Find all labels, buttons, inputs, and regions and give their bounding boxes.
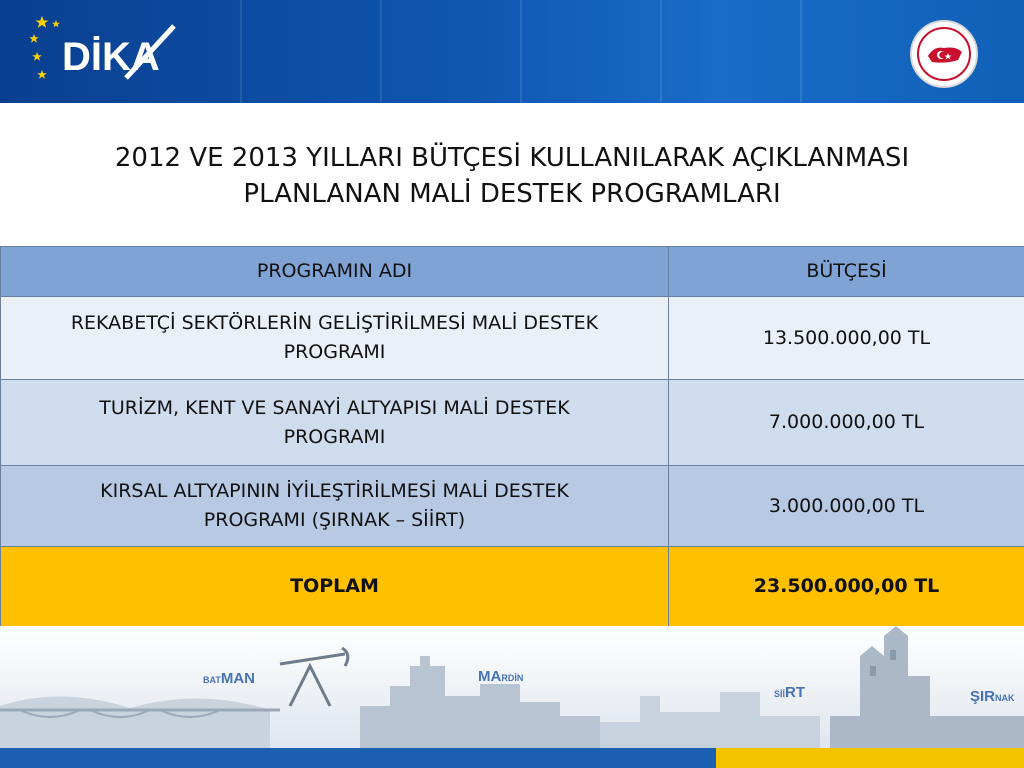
city-label-part: ŞIR: [970, 688, 996, 705]
page-title: [40, 140, 984, 212]
city-label-siirt: [774, 684, 805, 702]
program-name-cell: [1, 380, 669, 466]
title-line-1: 2012 VE 2013 YILLARI BÜTÇESİ KULLANILARAK AÇIKLANMASI: [114, 143, 910, 173]
program-name-cell: [1, 297, 669, 380]
budget-table: [0, 246, 1024, 627]
header-stripe: [240, 0, 242, 103]
header-budget: BÜTÇESİ: [669, 247, 1024, 297]
footer-yellow-band: [716, 748, 1024, 768]
program-name-line: TURİZM, KENT VE SANAYİ ALTYAPISI MALİ DESTEK: [99, 396, 570, 419]
budget-cell: 13.500.000,00 TL: [669, 297, 1024, 380]
program-name-line: PROGRAMI: [283, 425, 386, 448]
table-row: [1, 297, 1024, 380]
city-label-batman: [203, 670, 255, 688]
ministry-seal-icon: [910, 20, 978, 88]
budget-cell: 7.000.000,00 TL: [669, 380, 1024, 466]
city-label-part: BAT: [203, 675, 221, 685]
budget-cell: 3.000.000,00 TL: [669, 466, 1024, 547]
header-stripe: [380, 0, 382, 103]
total-label: TOPLAM: [1, 547, 669, 627]
dika-logo-text: DİKA: [62, 35, 160, 79]
header-stripe: [660, 0, 662, 103]
program-name-line: KIRSAL ALTYAPININ İYİLEŞTİRİLMESİ MALİ DESTEK: [100, 480, 569, 502]
table-row: [1, 466, 1024, 547]
city-label-part: RDİN: [501, 673, 524, 683]
footer-bar: [0, 748, 1024, 768]
dika-logo: [28, 12, 188, 92]
header-stripe: [800, 0, 802, 103]
eu-stars-icon: [29, 16, 60, 79]
total-budget: 23.500.000,00 TL: [669, 547, 1024, 627]
table-row: [1, 380, 1024, 466]
header-band: [0, 0, 1024, 103]
header-program-name: PROGRAMIN ADI: [1, 247, 669, 297]
city-label-part: NAK: [995, 693, 1015, 703]
city-label-part: MAN: [220, 670, 256, 687]
table-header-row: [1, 247, 1024, 297]
city-skyline-illustration: [0, 626, 1024, 748]
program-name-line: PROGRAMI (ŞIRNAK – SİİRT): [203, 509, 466, 531]
title-line-2: PLANLANAN MALİ DESTEK PROGRAMLARI: [243, 179, 781, 209]
city-label-mardin: [478, 668, 523, 686]
header-stripe: [520, 0, 522, 103]
program-name-line: REKABETÇİ SEKTÖRLERİN GELİŞTİRİLMESİ MALİ DESTEK: [70, 312, 599, 334]
ministry-seal-graphic: [912, 22, 976, 86]
city-label-part: MA: [478, 668, 502, 685]
total-row: [1, 547, 1024, 627]
program-name-line: PROGRAMI: [283, 341, 386, 363]
city-label-part: RT: [785, 684, 806, 701]
city-label-part: Sİİ: [774, 689, 786, 699]
footer-blue-band: [0, 748, 716, 768]
city-label-sirnak: [970, 688, 1015, 706]
program-name-cell: [1, 466, 669, 547]
